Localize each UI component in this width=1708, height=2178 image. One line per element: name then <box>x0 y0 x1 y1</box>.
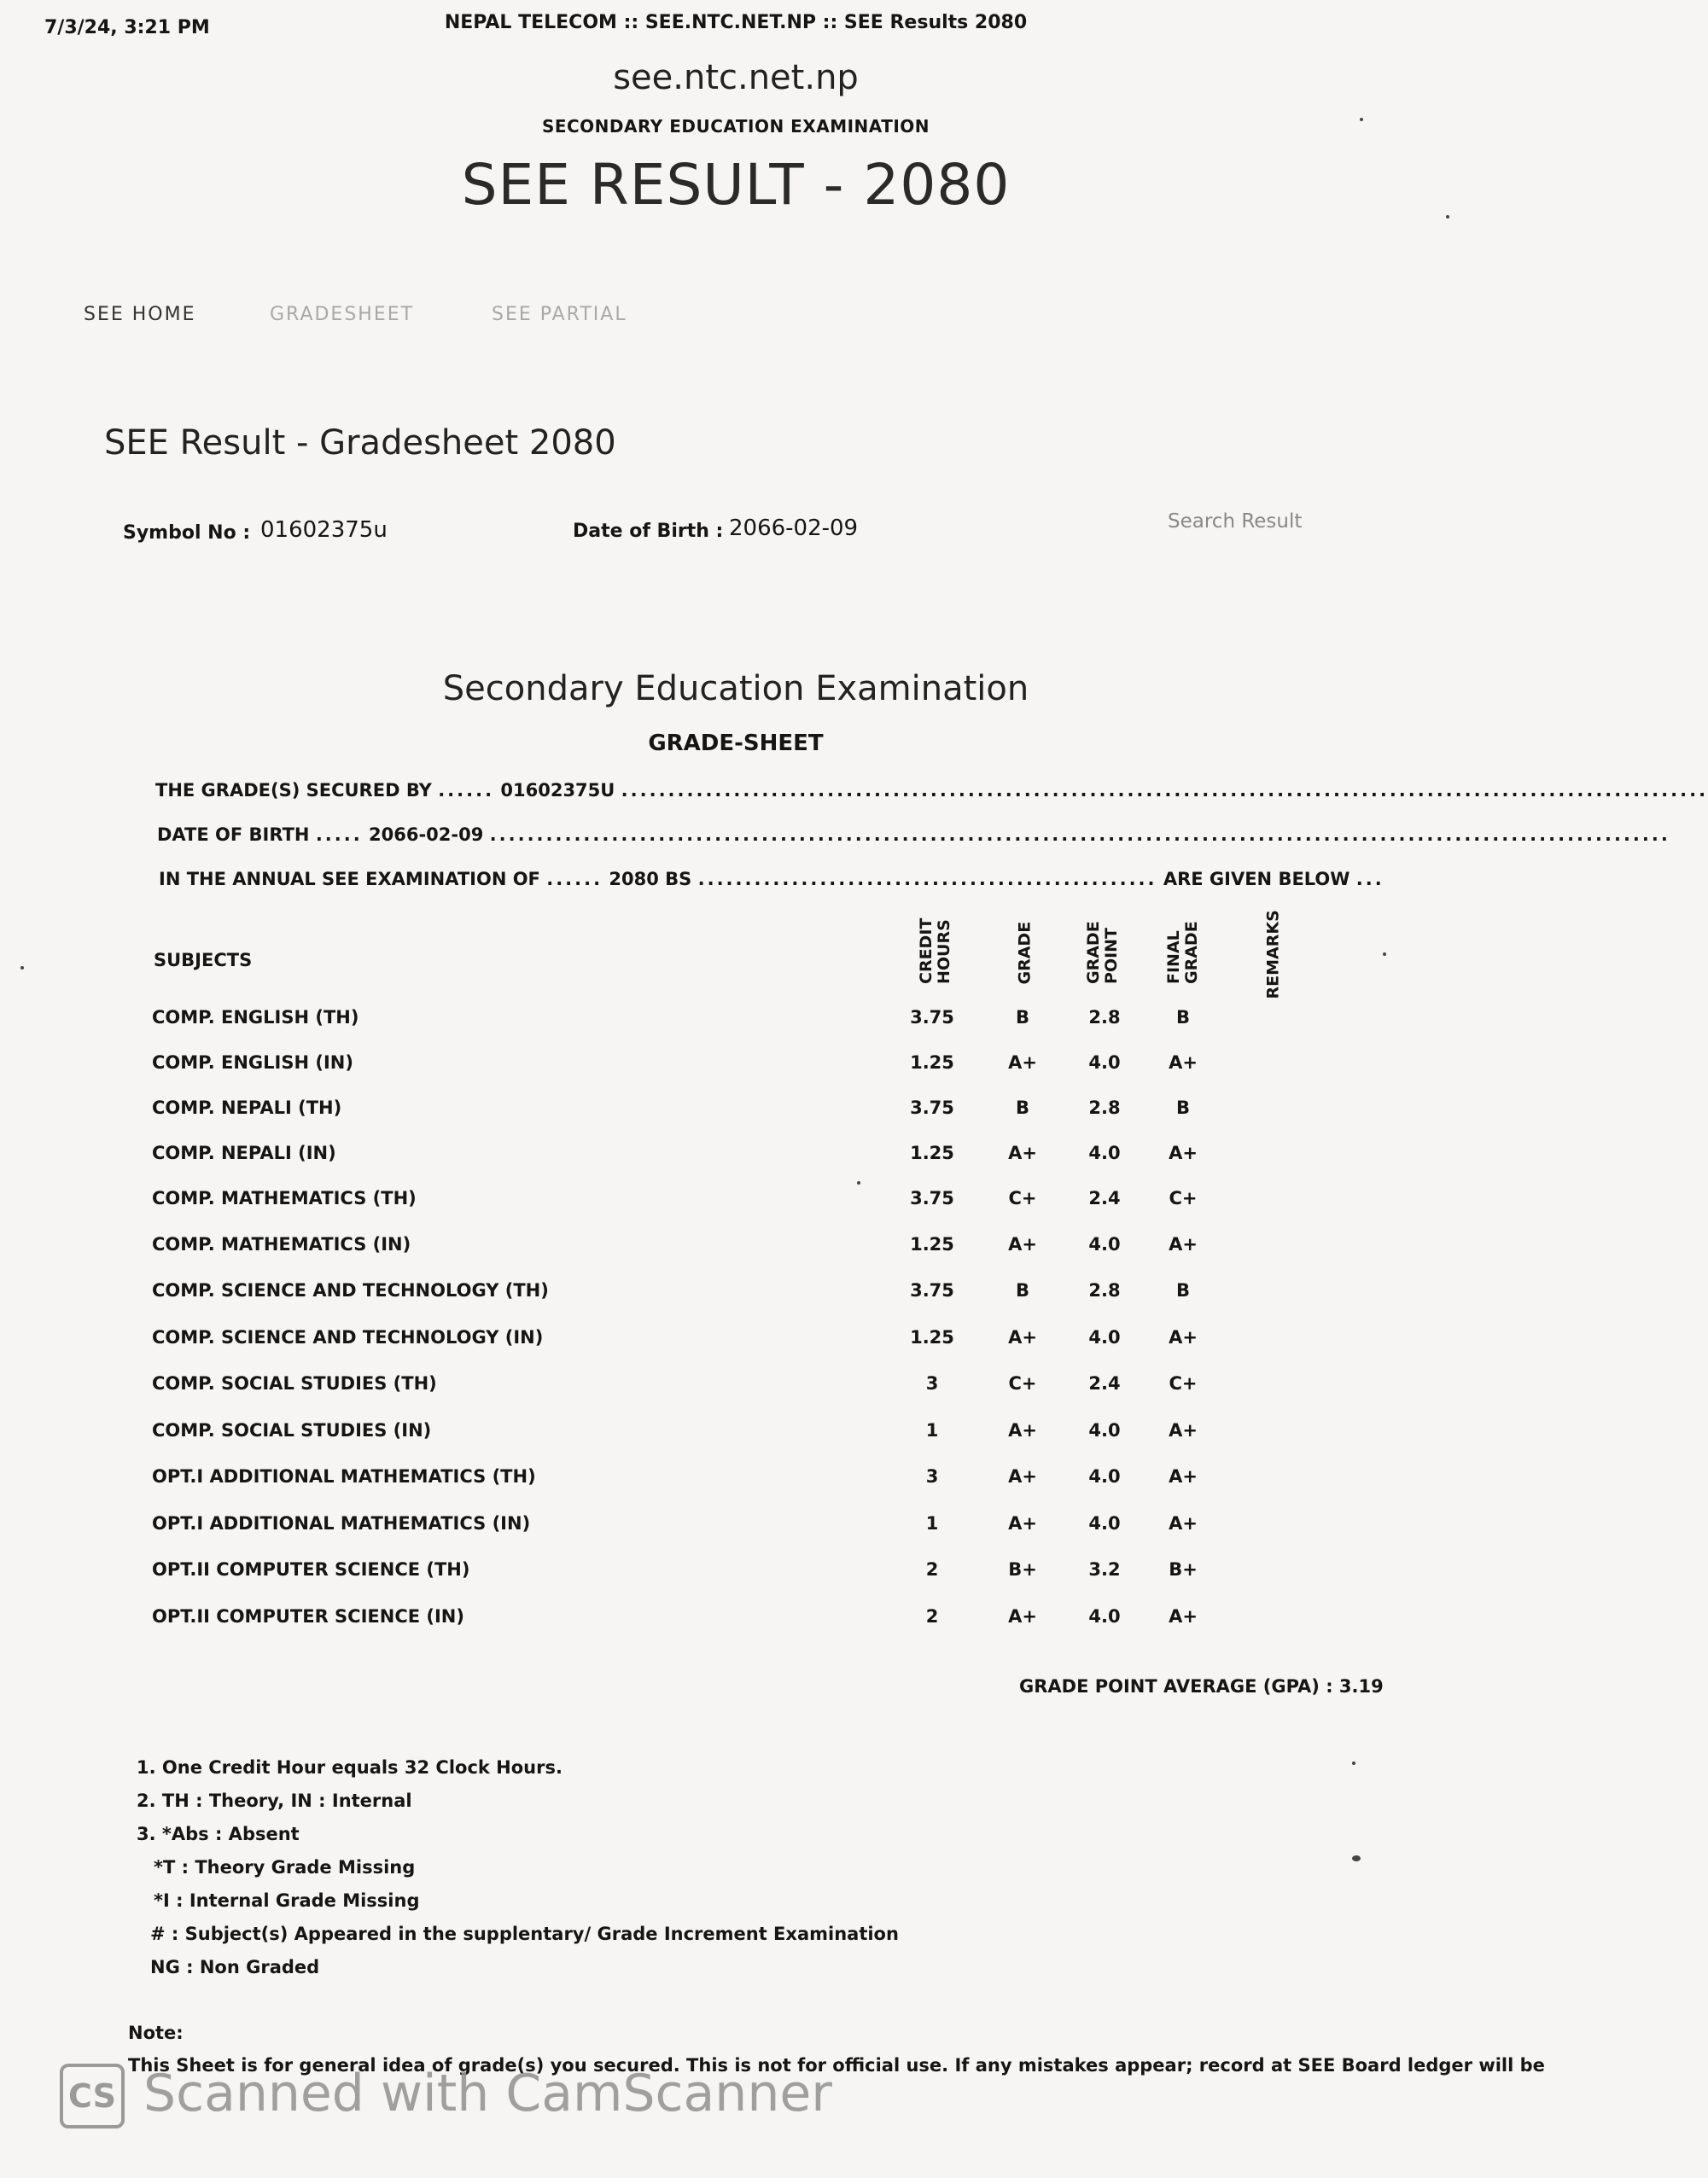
scan-speck <box>1446 215 1449 218</box>
note-item: # : Subject(s) Appeared in the supplentary/ Grade Increment Examination <box>150 1924 899 1944</box>
table-row: COMP. NEPALI (TH) 3.75 B 2.8 B <box>152 1098 1190 1118</box>
scan-speck <box>1352 1762 1355 1765</box>
search-result-link[interactable]: Search Result <box>1168 510 1303 533</box>
remarks-header: REMARKS <box>1263 910 1283 999</box>
nav-gradesheet[interactable] <box>270 304 414 325</box>
nav-see-home-link[interactable]: SEE HOME <box>84 304 196 325</box>
dob-line: DATE OF BIRTH ..... 2066-02-09 .............................................................................................................................. <box>157 824 1670 845</box>
table-row: OPT.II COMPUTER SCIENCE (TH) 2 B+ 3.2 B+ <box>152 1559 1198 1580</box>
annual-prefix: IN THE ANNUAL SEE EXAMINATION OF <box>159 869 540 889</box>
table-row: OPT.II COMPUTER SCIENCE (IN) 2 A+ 4.0 A+ <box>152 1606 1198 1627</box>
symbol-no-label: Symbol No : <box>123 522 251 544</box>
note-item: 3. *Abs : Absent <box>137 1824 300 1844</box>
note-item: *T : Theory Grade Missing <box>154 1857 416 1878</box>
table-row: COMP. ENGLISH (TH) 3.75 B 2.8 B <box>152 1007 1190 1028</box>
secured-by-line: THE GRADE(S) SECURED BY ...... 01602375U .................................................................................................................... <box>155 780 1708 801</box>
gs-dob-value: 2066-02-09 <box>369 824 484 845</box>
table-row: COMP. SOCIAL STUDIES (IN) 1 A+ 4.0 A+ <box>152 1420 1198 1441</box>
scan-speck <box>1360 118 1363 121</box>
note-text: This Sheet is for general idea of grade(s) you secured. This is not for official use. If any mistakes appear; record at SEE Board ledger will be <box>128 2055 1545 2076</box>
camscanner-logo-icon: CS <box>60 2064 125 2128</box>
note-item: 1. One Credit Hour equals 32 Clock Hours. <box>137 1757 563 1778</box>
annual-value: 2080 BS <box>609 869 692 889</box>
final-grade-header: FINAL GRADE <box>1164 921 1201 984</box>
site-brand: see.ntc.net.np <box>613 58 859 97</box>
dob-label: Date of Birth : <box>573 521 724 542</box>
table-row: COMP. SCIENCE AND TECHNOLOGY (TH) 3.75 B 2.8 B <box>152 1280 1190 1301</box>
nav-gradesheet-link[interactable]: GRADESHEET <box>270 304 415 325</box>
symbol-no-value: 01602375u <box>260 517 388 543</box>
gs-dob-prefix: DATE OF BIRTH <box>157 824 310 845</box>
nav-see-partial-link[interactable]: SEE PARTIAL <box>492 304 627 325</box>
exam-title: Secondary Education Examination <box>442 669 1029 708</box>
table-row: COMP. NEPALI (IN) 1.25 A+ 4.0 A+ <box>152 1143 1198 1163</box>
grade-header: GRADE <box>1015 921 1035 985</box>
annual-suffix: ARE GIVEN BELOW <box>1163 869 1350 889</box>
credit-hours-header: CREDIT HOURS <box>917 917 953 984</box>
brand-subtitle: SECONDARY EDUCATION EXAMINATION <box>541 116 930 137</box>
table-row: COMP. MATHEMATICS (IN) 1.25 A+ 4.0 A+ <box>152 1234 1198 1255</box>
secured-by-prefix: THE GRADE(S) SECURED BY <box>155 780 432 801</box>
nav-see-partial[interactable] <box>492 304 627 325</box>
table-row: COMP. MATHEMATICS (TH) 3.75 C+ 2.4 C+ <box>152 1188 1198 1208</box>
secured-by-value: 01602375U <box>500 780 615 801</box>
note-heading: Note: <box>128 2023 184 2043</box>
table-row: COMP. SOCIAL STUDIES (TH) 3 C+ 2.4 C+ <box>152 1373 1198 1394</box>
scan-speck <box>1352 1855 1361 1861</box>
annual-exam-line: IN THE ANNUAL SEE EXAMINATION OF ...... 2080 BS ................................................. ARE GIVEN BELOW ... <box>159 869 1384 889</box>
scan-speck <box>20 966 24 970</box>
scan-speck <box>1383 952 1386 956</box>
table-row: COMP. ENGLISH (IN) 1.25 A+ 4.0 A+ <box>152 1052 1198 1073</box>
table-row: COMP. SCIENCE AND TECHNOLOGY (IN) 1.25 A+ 4.0 A+ <box>152 1327 1198 1348</box>
legend-notes <box>137 1751 899 1984</box>
gradesheet-label: GRADE-SHEET <box>648 731 824 756</box>
camscanner-watermark: Scanned with CamScanner <box>143 2064 832 2123</box>
subjects-column-header: SUBJECTS <box>154 950 253 970</box>
note-item: *I : Internal Grade Missing <box>154 1890 420 1911</box>
print-page-title: NEPAL TELECOM :: SEE.NTC.NET.NP :: SEE Results 2080 <box>444 12 1028 33</box>
note-item: NG : Non Graded <box>150 1957 320 1977</box>
result-title: SEE RESULT - 2080 <box>461 152 1011 218</box>
grade-point-header: GRADE POINT <box>1084 921 1121 984</box>
table-row: OPT.I ADDITIONAL MATHEMATICS (TH) 3 A+ 4.0 A+ <box>152 1466 1198 1487</box>
note-item: 2. TH : Theory, IN : Internal <box>137 1791 412 1811</box>
nav-see-home[interactable] <box>84 304 196 325</box>
dob-value: 2066-02-09 <box>729 515 859 541</box>
gpa-summary: GRADE POINT AVERAGE (GPA) : 3.19 <box>1019 1676 1384 1697</box>
scan-speck <box>857 1181 860 1185</box>
section-title: SEE Result - Gradesheet 2080 <box>104 423 616 463</box>
print-datetime: 7/3/24, 3:21 PM <box>44 17 210 38</box>
table-row: OPT.I ADDITIONAL MATHEMATICS (IN) 1 A+ 4.0 A+ <box>152 1513 1198 1534</box>
